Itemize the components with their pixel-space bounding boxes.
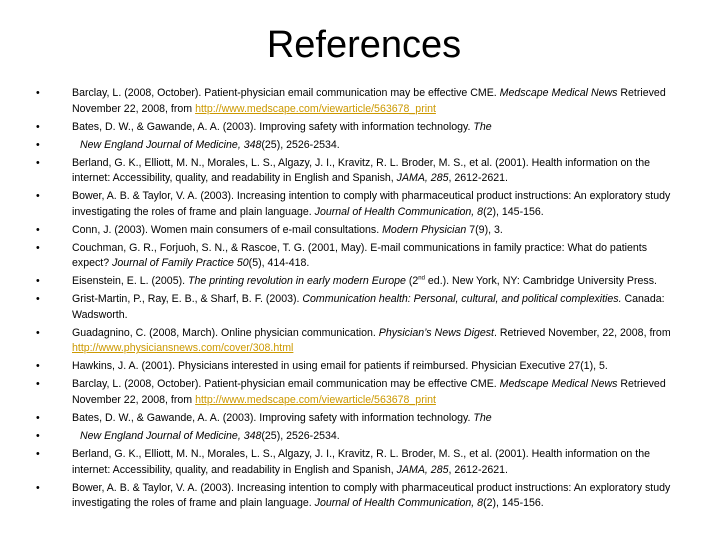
- bullet-icon: •: [36, 156, 40, 169]
- bullet-icon: •: [36, 138, 40, 151]
- page-title: References: [266, 24, 462, 66]
- bullet-icon: •: [36, 411, 40, 424]
- reference-link[interactable]: http://www.physiciansnews.com/cover/308.html: [72, 342, 294, 355]
- reference-list: [0, 86, 728, 514]
- list-item: • New England Journal of Medicine, 348(25), 2526-2534.: [0, 138, 728, 154]
- list-item: • Couchman, G. R., Forjuoh, S. N., & Rascoe, T. G. (2001, May). E-mail communications in family practice: What do patients expect? Journal of Family Practice 50(5), 414-418.: [36, 241, 648, 270]
- list-item: • Guadagnino, C. (2008, March). Online physician communication. Physician’s News Digest. Retrieved November, 22, 2008, from http://www.physiciansnews.com/cover/308.html: [36, 326, 671, 355]
- bullet-icon: •: [36, 223, 40, 236]
- bullet-icon: •: [36, 120, 40, 133]
- bullet-icon: •: [36, 429, 40, 442]
- bullet-icon: •: [36, 190, 40, 203]
- bullet-icon: •: [36, 360, 40, 373]
- bullet-icon: •: [36, 275, 40, 288]
- bullet-icon: •: [36, 481, 40, 494]
- list-item: • Barclay, L. (2008, October). Patient-physician email communication may be effective CME. Medscape Medical News Retrieved November 22, 2008, from http://www.medscape.com/viewarticle/563678_print: [36, 378, 666, 406]
- bullet-icon: •: [36, 293, 40, 306]
- list-item: • Hawkins, J. A. (2001). Physicians interested in using email for patients if reimbursed. Physician Executive 27(1), 5.: [0, 359, 728, 375]
- list-item: • Berland, G. K., Elliott, M. N., Morales, L. S., Algazy, J. I., Kravitz, R. L. Broder, M. S., et al. (2001). Health information on the internet: Accessibility, quality, and readability in English and Spanish, JAMA, 285, 2612-2621.: [36, 447, 650, 476]
- list-item: • Conn, J. (2003). Women main consumers of e-mail consultations. Modern Physician 7(9), 3.: [0, 223, 728, 239]
- list-item: • Barclay, L. (2008, October). Patient-physician email communication may be effective CME. Medscape Medical News Retrieved November 22, 2008, from http://www.medscape.com/viewarticle/563678_print: [36, 87, 666, 115]
- reference-link[interactable]: http://www.medscape.com/viewarticle/563678_print: [195, 102, 436, 115]
- bullet-icon: •: [36, 378, 40, 391]
- reference-link[interactable]: http://www.medscape.com/viewarticle/563678_print: [195, 393, 436, 406]
- bullet-icon: •: [36, 326, 40, 339]
- bullet-icon: •: [36, 87, 40, 99]
- list-item: • Bower, A. B. & Taylor, V. A. (2003). Increasing intention to comply with pharmaceutical product instructions: An exploratory study investigating the roles of frame and plain language. Journal of Health Communication, 8(2), 145-156.: [36, 481, 671, 510]
- list-item: • New England Journal of Medicine, 348(25), 2526-2534.: [0, 429, 728, 445]
- list-item: • Bower, A. B. & Taylor, V. A. (2003). Increasing intention to comply with pharmaceutical product instructions: An exploratory study investigating the roles of frame and plain language. Journal of Health Communication, 8(2), 145-156.: [36, 190, 671, 218]
- list-item: • Eisenstein, E. L. (2005). The printing revolution in early modern Europe (2nd ed.). New York, NY: Cambridge University Press.: [0, 274, 728, 290]
- list-item: • Grist-Martin, P., Ray, E. B., & Sharf, B. F. (2003). Communication health: Personal, cultural, and political complexities. Canada: Wadsworth.: [36, 293, 665, 321]
- list-item: • Berland, G. K., Elliott, M. N., Morales, L. S., Algazy, J. I., Kravitz, R. L. Broder, M. S., et al. (2001). Health information on the internet: Accessibility, quality, and readability in English and Spanish, JAMA, 285, 2612-2621.: [36, 156, 650, 185]
- list-item: • Bates, D. W., & Gawande, A. A. (2003). Improving safety with information technology. The: [0, 120, 728, 136]
- bullet-icon: •: [36, 447, 40, 460]
- list-item: • Bates, D. W., & Gawande, A. A. (2003). Improving safety with information technology. The: [0, 411, 728, 427]
- bullet-icon: •: [36, 241, 40, 254]
